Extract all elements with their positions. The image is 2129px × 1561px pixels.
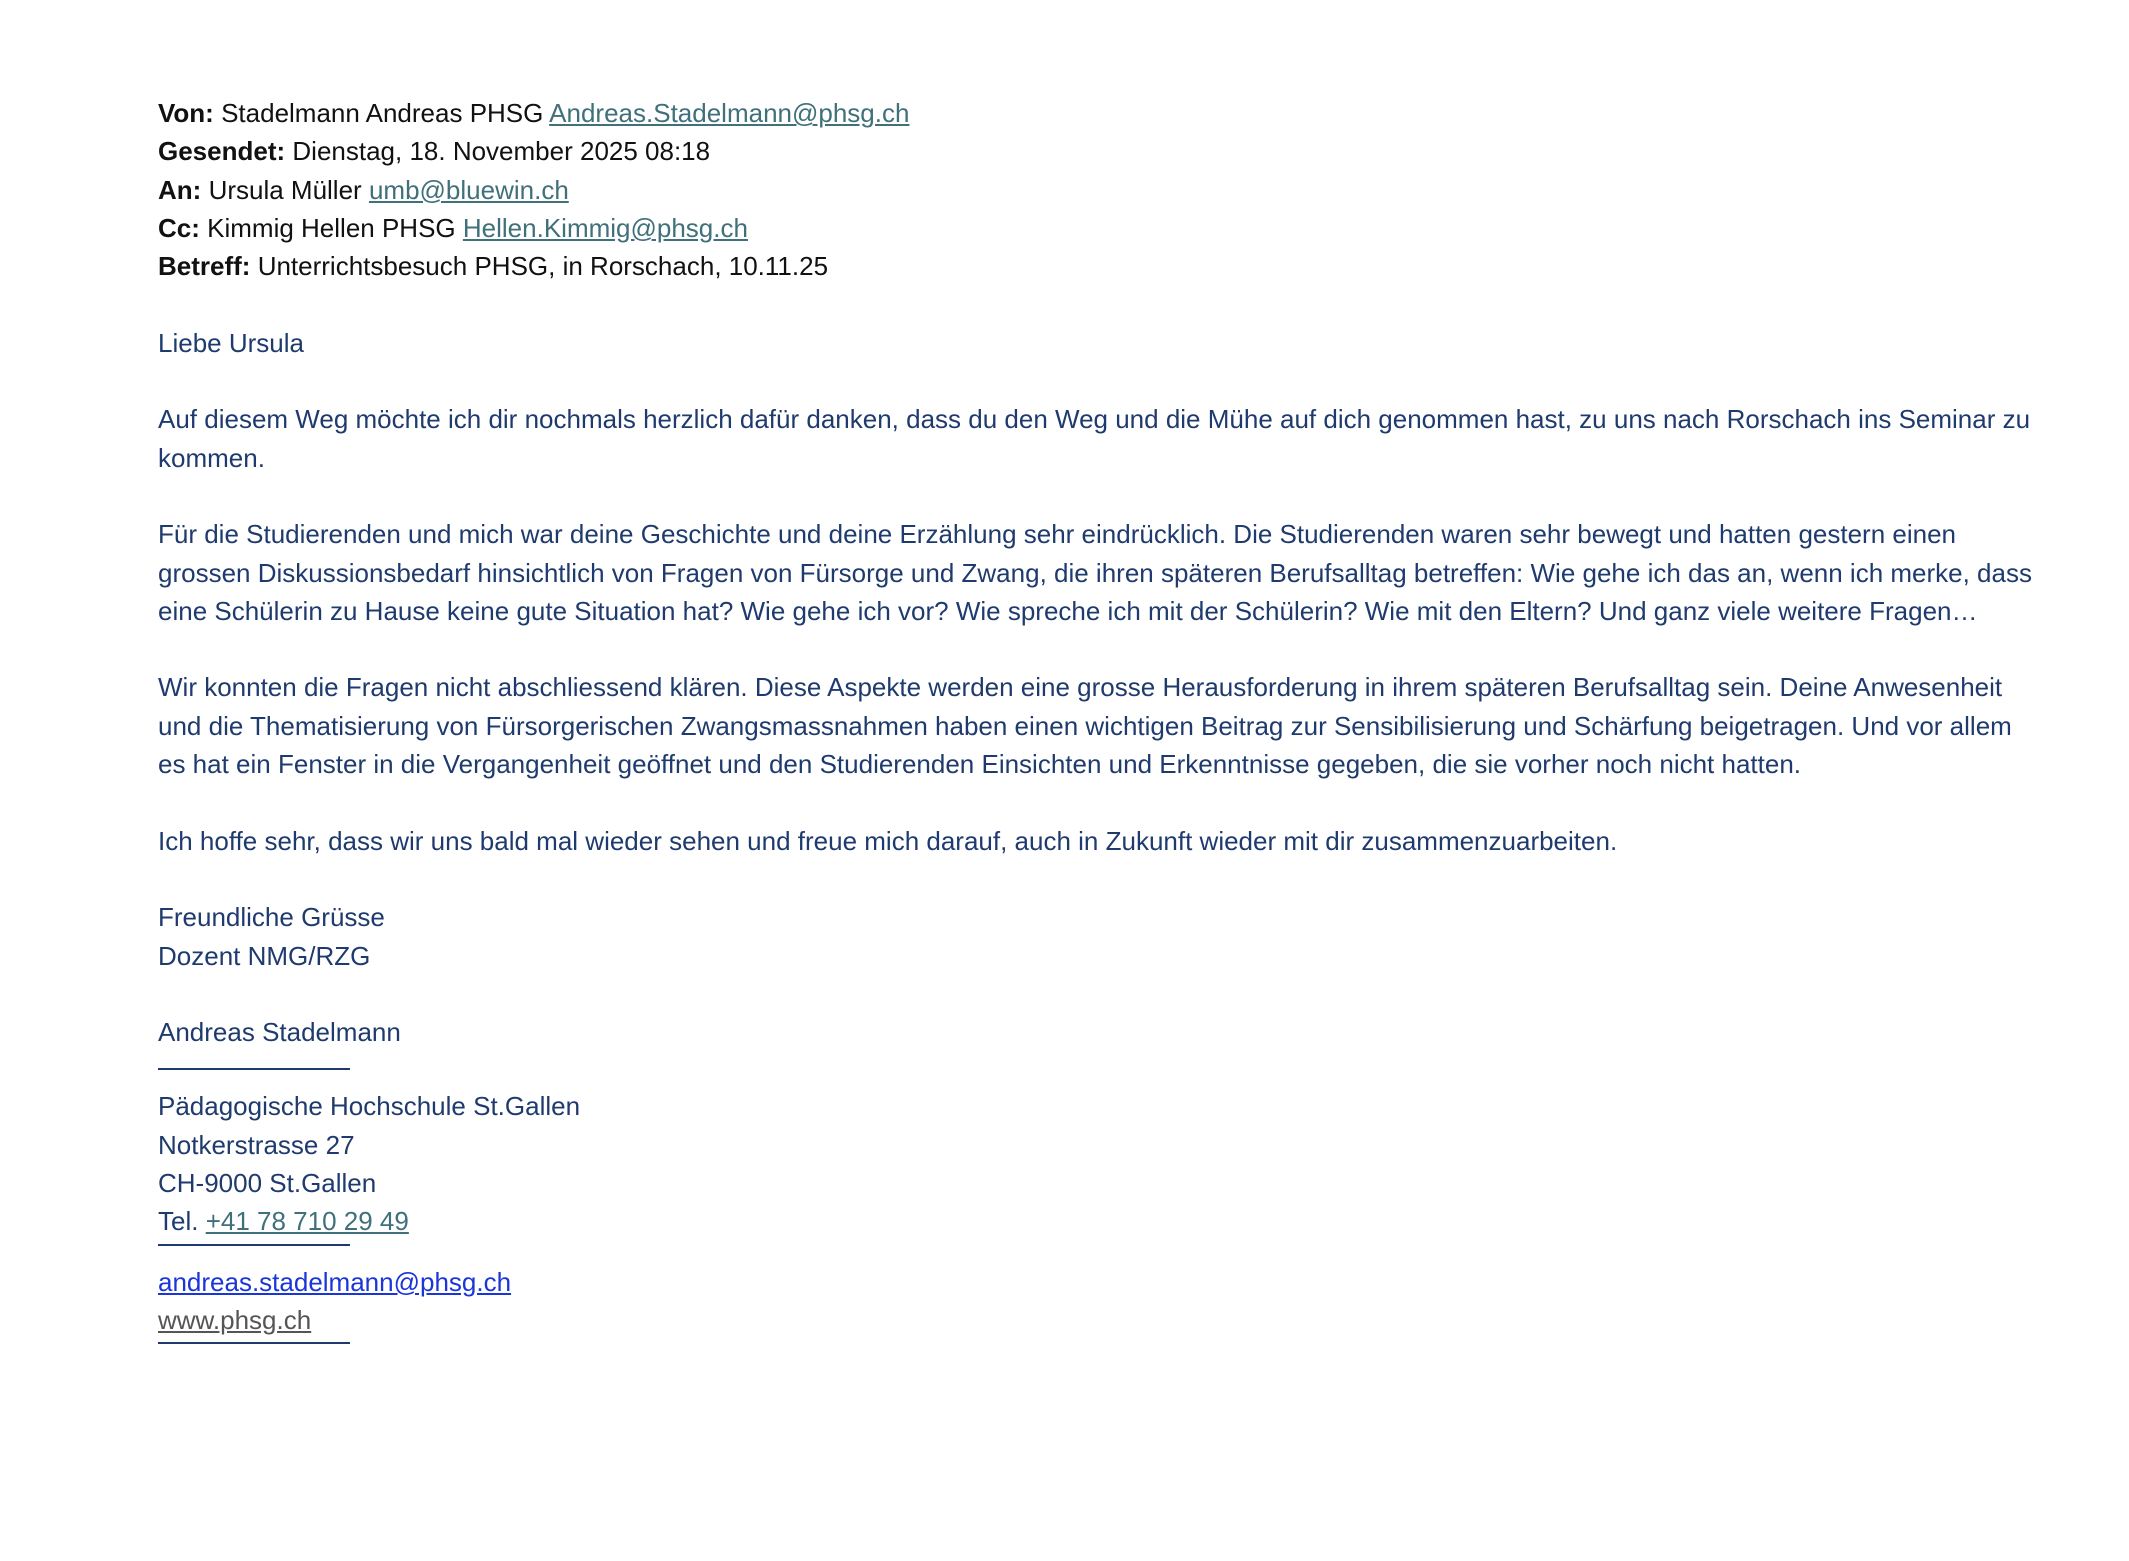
signature-tel-row: [158, 1202, 2038, 1240]
subject-value: Unterrichtsbesuch PHSG, in Rorschach, 10.11.25: [257, 251, 829, 282]
sent-row: [158, 132, 2038, 170]
signature-divider: [158, 1068, 350, 1070]
cc-email-link[interactable]: Hellen.Kimmig@phsg.ch: [462, 212, 748, 243]
body-paragraph-1: Auf diesem Weg möchte ich dir nochmals herzlich dafür danken, dass du den Weg und die Mühe auf dich genommen hast, zu uns nach Rorschach ins Seminar zu kommen.: [158, 404, 2031, 473]
signature-divider: [158, 1342, 350, 1344]
signature-street: Notkerstrasse 27: [158, 1129, 355, 1160]
email-header: [158, 94, 2038, 285]
tel-link[interactable]: +41 78 710 29 49: [205, 1206, 409, 1237]
tel-label: Tel.: [158, 1206, 199, 1237]
sent-value: Dienstag, 18. November 2025 08:18: [292, 136, 711, 167]
website-link[interactable]: www.phsg.ch: [158, 1304, 312, 1335]
sent-label: Gesendet:: [158, 136, 286, 167]
closing-name: Andreas Stadelmann: [158, 1017, 401, 1048]
signature-block: [158, 1087, 2038, 1344]
cc-label: Cc:: [158, 212, 200, 243]
closing-regards: Freundliche Grüsse: [158, 902, 385, 933]
to-row: [158, 171, 2038, 209]
body-paragraph-2: Für die Studierenden und mich war deine Geschichte und deine Erzählung sehr eindrücklich. Die Studierenden waren sehr bewegt und hatten gestern einen grossen Diskussionsbedarf hinsichtlich von Fragen von Fürsorge und Zwang, die ihren späteren Berufsalltag betreffen: Wie gehe ich das an, wenn ich merke, dass eine Schülerin zu Hause keine gute Situation hat? Wie gehe ich vor? Wie spreche ich mit der Schülerin? Wie mit den Eltern? Und ganz viele weitere Fragen…: [158, 519, 2032, 626]
signature-institution: Pädagogische Hochschule St.Gallen: [158, 1091, 581, 1122]
cc-row: [158, 209, 2038, 247]
body-paragraph-3: Wir konnten die Fragen nicht abschliessend klären. Diese Aspekte werden eine grosse Herausforderung in ihrem späteren Berufsalltag sein. Deine Anwesenheit und die Thematisierung von Fürsorgerischen Zwangsmassnahmen haben einen wichtigen Beitrag zur Sensibilisierung und Schärfung beigetragen. Und vor allem es hat ein Fenster in die Vergangenheit geöffnet und den Studierenden Einsichten und Erkenntnisse gegeben, die sie vorher noch nicht hatten.: [158, 672, 2012, 780]
closing-role: Dozent NMG/RZG: [158, 940, 371, 971]
from-email-link[interactable]: Andreas.Stadelmann@phsg.ch: [549, 98, 910, 128]
to-email-link[interactable]: umb@bluewin.ch: [368, 174, 569, 205]
greeting: Liebe Ursula: [158, 327, 304, 358]
signature-city: CH-9000 St.Gallen: [158, 1168, 377, 1199]
from-name: Stadelmann Andreas PHSG: [221, 98, 544, 128]
subject-label: Betreff:: [158, 251, 251, 282]
to-label: An:: [158, 174, 202, 205]
subject-row: [158, 247, 2038, 285]
signature-email-link[interactable]: andreas.stadelmann@phsg.ch: [158, 1266, 512, 1297]
cc-name: Kimmig Hellen PHSG: [207, 212, 456, 243]
from-row: [158, 94, 2038, 132]
email-body: [158, 324, 2038, 1344]
body-paragraph-4: Ich hoffe sehr, dass wir uns bald mal wieder sehen und freue mich darauf, auch in Zukunft wieder mit dir zusammenzuarbeiten.: [158, 825, 1618, 856]
to-name: Ursula Müller: [208, 174, 362, 205]
from-label: Von:: [158, 98, 214, 128]
email-message: [158, 94, 2038, 1361]
